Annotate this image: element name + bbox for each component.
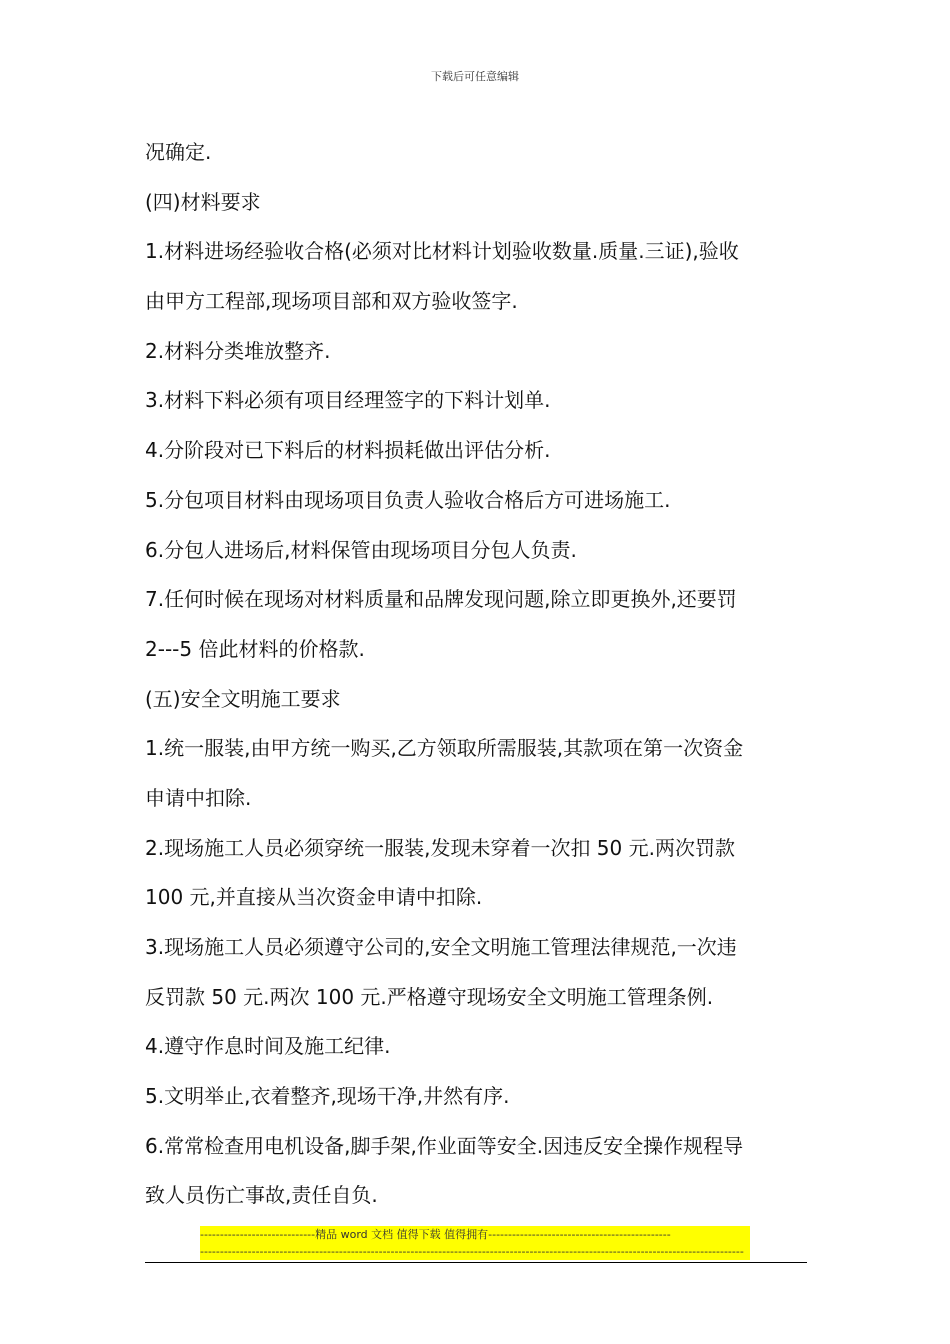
text-line: 5.分包项目材料由现场项目负责人验收合格后方可进场施工. — [145, 487, 671, 512]
text-line: 申请中扣除. — [145, 785, 252, 810]
section-heading-safety: (五)安全文明施工要求 — [145, 686, 341, 711]
text-line: 4.分阶段对已下料后的材料损耗做出评估分析. — [145, 438, 551, 463]
footer-banner-text: -----------------------------精品 word 文档 值得下载 值得拥有---------------------------------------------- — [200, 1228, 671, 1241]
text-line: 3.现场施工人员必须遵守公司的,安全文明施工管理法律规范,一次违 — [145, 935, 737, 959]
text-line: 况确定. — [145, 140, 212, 164]
text-line: 3.材料下料必须有项目经理签字的下料计划单. — [145, 388, 551, 413]
text-line: 6.分包人进场后,材料保管由现场项目分包人负责. — [145, 537, 577, 562]
text-line: 2.材料分类堆放整齐. — [145, 338, 331, 363]
text-line: 100 元,并直接从当次资金申请中扣除. — [145, 885, 483, 910]
text-line: 致人员伤亡事故,责任自负. — [145, 1183, 378, 1208]
footer-divider — [145, 1262, 807, 1263]
text-line: 7.任何时候在现场对材料质量和品牌发现问题,除立即更换外,还要罚 — [145, 587, 737, 612]
text-line: 5.文明举止,衣着整齐,现场干净,井然有序. — [145, 1084, 510, 1109]
footer-banner-dashes: ----------------------------------------------------------------------------------------------------------------------------------------- — [200, 1245, 744, 1258]
text-line: 1.材料进场经验收合格(必须对比材料计划验收数量.质量.三证),验收 — [145, 239, 739, 264]
document-body — [145, 128, 815, 1221]
section-heading-materials: (四)材料要求 — [145, 189, 261, 214]
text-line: 2---5 倍此材料的价格款. — [145, 636, 365, 661]
text-line: 反罚款 50 元.两次 100 元.严格遵守现场安全文明施工管理条例. — [145, 984, 714, 1009]
text-line: 4.遵守作息时间及施工纪律. — [145, 1034, 391, 1059]
footer-banner — [200, 1226, 750, 1260]
text-line: 1.统一服装,由甲方统一购买,乙方领取所需服装,其款项在第一次资金 — [145, 736, 744, 761]
text-line: 由甲方工程部,现场项目部和双方验收签字. — [145, 289, 518, 314]
text-line: 2.现场施工人员必须穿统一服装,发现未穿着一次扣 50 元.两次罚款 — [145, 835, 735, 860]
text-line: 6.常常检查用电机设备,脚手架,作业面等安全.因违反安全操作规程导 — [145, 1133, 744, 1158]
page-header: 下载后可任意编辑 — [431, 70, 519, 83]
